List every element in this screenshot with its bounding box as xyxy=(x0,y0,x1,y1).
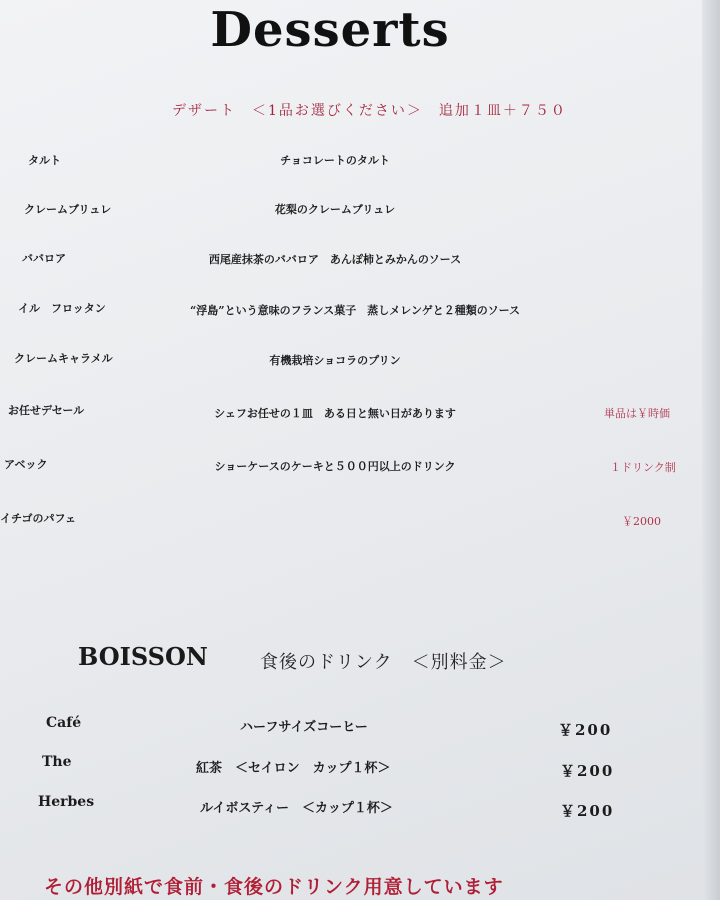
dessert-desc: 花梨のクレームブリュレ xyxy=(274,203,396,216)
dessert-desc: シェフお任せの１皿 ある日と無い日があります xyxy=(214,407,456,420)
dessert-price: １ドリンク制 xyxy=(610,461,676,474)
dessert-desc: “浮島”という意味のフランス菓子 蒸しメレンゲと２種類のソース xyxy=(189,304,521,317)
dessert-name: イチゴのパフェ xyxy=(0,512,77,525)
drink-name: Café xyxy=(46,715,82,731)
drink-price: ￥200 xyxy=(560,762,615,780)
dessert-name: お任せデセール xyxy=(8,404,85,417)
footer-note: その他別紙で食前・食後のドリンク用意しています xyxy=(44,876,504,898)
dessert-name: イル フロッタン xyxy=(18,302,106,315)
dessert-desc: 有機栽培ショコラのプリン xyxy=(269,354,401,367)
dessert-name: クレームキャラメル xyxy=(14,352,113,365)
paper-edge xyxy=(702,0,720,900)
page-title: Desserts xyxy=(210,2,450,58)
drink-desc: ルイボスティー ＜カップ１杯＞ xyxy=(200,801,393,816)
dessert-name: ババロア xyxy=(22,252,66,265)
drink-price: ￥200 xyxy=(560,802,615,820)
drink-name: The xyxy=(42,754,72,770)
drink-name: Herbes xyxy=(38,794,95,810)
drink-desc: ハーフサイズコーヒー xyxy=(240,720,368,735)
dessert-desc: チョコレートのタルト xyxy=(280,154,390,167)
dessert-price: ￥2000 xyxy=(622,515,661,528)
boisson-title: BOISSON xyxy=(78,642,208,671)
dessert-desc: 西尾産抹茶のババロア あんぽ柿とみかんのソース xyxy=(208,253,462,266)
dessert-name: アベック xyxy=(4,458,48,471)
drink-price: ￥200 xyxy=(558,721,613,739)
drink-desc: 紅茶 ＜セイロン カップ１杯＞ xyxy=(196,761,391,776)
boisson-subtitle: 食後のドリンク ＜別料金＞ xyxy=(260,652,507,673)
dessert-desc: ショーケースのケーキと５００円以上のドリンク xyxy=(214,460,456,473)
dessert-subtitle: デザート ＜1品お選びください＞ 追加１皿＋７５０ xyxy=(172,103,567,119)
dessert-price: 単品は￥時価 xyxy=(604,407,670,420)
dessert-name: タルト xyxy=(28,154,61,167)
dessert-name: クレームブリュレ xyxy=(24,203,112,216)
